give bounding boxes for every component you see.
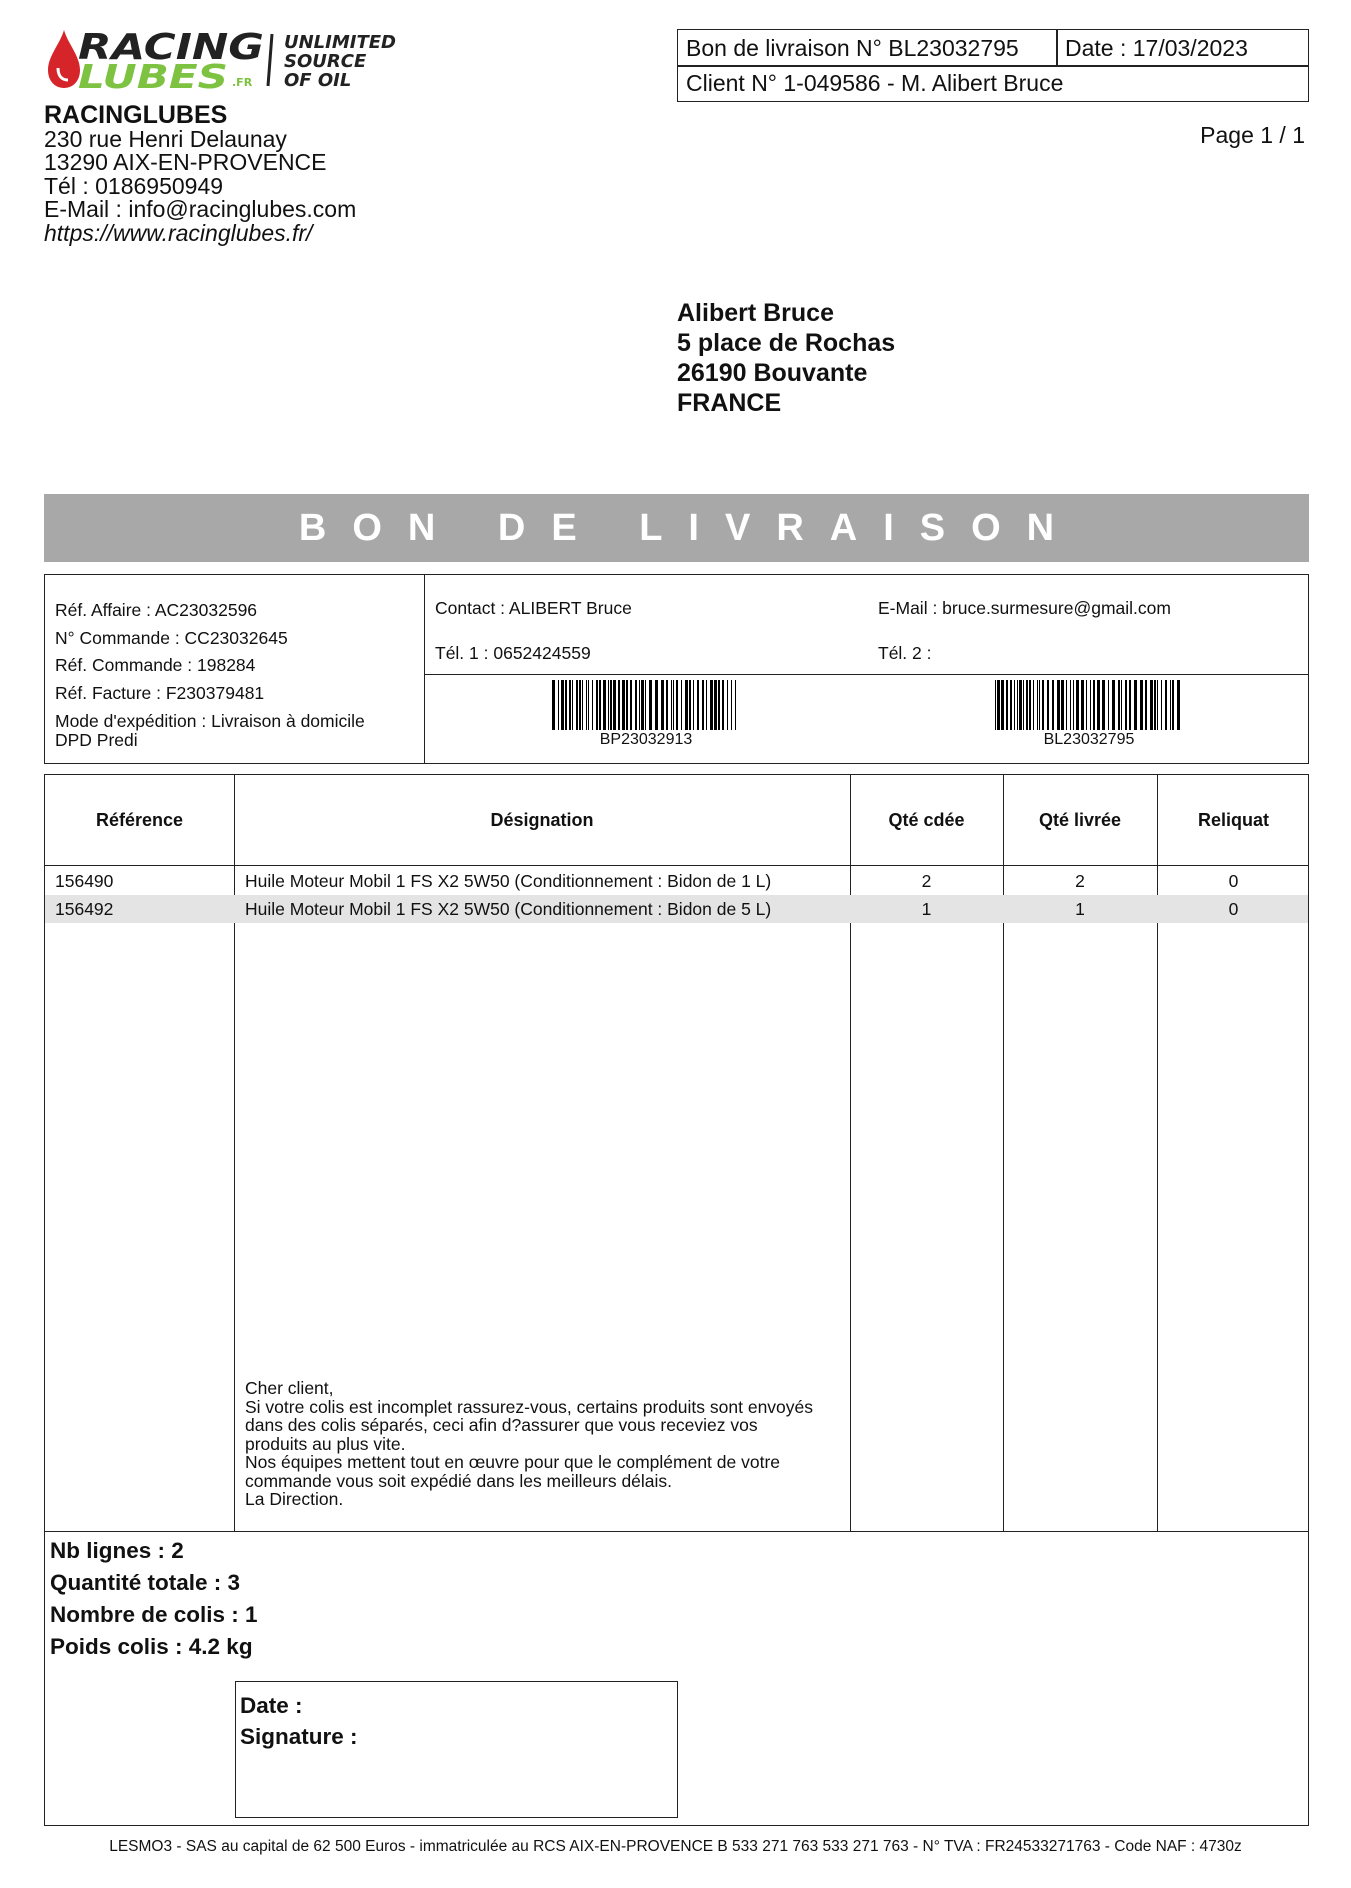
barcode-bar — [552, 680, 555, 730]
company-phone: Tél : 0186950949 — [44, 172, 224, 199]
barcode-bar — [1029, 680, 1031, 730]
contact-info — [425, 575, 1308, 763]
barcode-bar — [572, 680, 573, 730]
delivery-note-text: Bon de livraison N° BL23032795 — [686, 34, 1019, 61]
barcode-bar — [1086, 680, 1087, 730]
logo-racing: RACING — [78, 27, 264, 68]
barcode-bar — [1121, 680, 1122, 730]
barcode-bar — [671, 680, 672, 730]
ref-affaire: Réf. Affaire : AC23032596 — [55, 600, 258, 620]
barcode-bar — [1134, 680, 1137, 730]
note-line: Cher client, — [245, 1378, 334, 1398]
barcode-bar — [1026, 680, 1028, 730]
delivery-date-text: Date : 17/03/2023 — [1065, 34, 1248, 61]
recipient-street: 5 place de Rochas — [677, 329, 896, 357]
note-line: dans des colis séparés, ceci afin d?assurer que vous receviez vos — [245, 1415, 758, 1435]
barcode-bar — [1090, 680, 1091, 730]
shipping-mode-line2: DPD Predi — [55, 730, 138, 750]
barcode-bar — [1145, 680, 1147, 730]
recipient-city: 26190 Bouvante — [677, 359, 868, 387]
col-header-qty-ordered: Qté cdée — [888, 809, 965, 830]
col-header-remainder: Reliquat — [1197, 809, 1269, 830]
col-header-reference: Référence — [95, 809, 184, 830]
barcode-bar — [722, 680, 724, 730]
barcode-bar — [693, 680, 694, 730]
delivery-date — [1056, 29, 1309, 67]
barcode-bar — [1023, 680, 1024, 730]
barcode-bar — [676, 680, 678, 730]
barcode-bar — [630, 680, 632, 730]
barcode-bar — [1052, 680, 1054, 730]
barcode-bar — [1076, 680, 1079, 730]
barcode-bar — [1150, 680, 1153, 730]
note-line: Si votre colis est incomplet rassurez-vous, certains produits sont envoyés — [245, 1396, 814, 1417]
barcode-bar — [995, 680, 996, 730]
col-header-designation: Désignation — [490, 809, 594, 830]
barcode-bar — [608, 680, 609, 730]
barcode-bar — [1081, 680, 1084, 730]
barcode-bar — [610, 680, 612, 730]
client-number — [677, 65, 1309, 102]
cell-qty-delivered: 2 — [1075, 870, 1085, 891]
company-address — [44, 101, 357, 246]
barcode-bar — [681, 680, 682, 730]
barcode-bar — [1010, 680, 1012, 730]
cell-remainder: 0 — [1228, 870, 1239, 891]
barcode-bp-label: BP23032913 — [599, 731, 693, 748]
customer-note — [245, 1379, 865, 1509]
note-line: Nos équipes mettent tout en œuvre pour que le complément de votre — [245, 1452, 781, 1472]
barcode-bar — [582, 680, 583, 730]
barcode-bar — [1073, 680, 1074, 730]
barcode-bar — [710, 680, 713, 730]
ref-commande: Réf. Commande : 198284 — [55, 655, 256, 675]
barcode-bar — [1165, 680, 1167, 730]
barcode-bar — [596, 680, 598, 730]
racinglubes-logo — [44, 26, 464, 96]
barcode-bar — [1057, 680, 1060, 730]
contact-tel1: Tél. 1 : 0652424559 — [435, 643, 591, 663]
barcode-bar — [635, 680, 637, 730]
barcode-bar — [613, 680, 616, 730]
logo-suffix: .FR — [232, 76, 253, 89]
barcode-bar — [1102, 680, 1105, 730]
barcode-bar — [565, 680, 567, 730]
barcode-bar — [1061, 680, 1064, 730]
barcode-bar — [1112, 680, 1115, 730]
barcode-bar — [689, 680, 691, 730]
barcode-bar — [1033, 680, 1034, 730]
barcode-bar — [735, 680, 736, 730]
signature-label: Signature : — [240, 1724, 358, 1749]
barcode-bar — [586, 680, 587, 730]
cell-qty-ordered: 1 — [921, 898, 932, 919]
cell-designation: Huile Moteur Mobil 1 FS X2 5W50 (Conditionnement : Bidon de 5 L) — [245, 898, 772, 919]
company-website[interactable]: https://www.racinglubes.fr/ — [44, 219, 313, 246]
client-number-text: Client N° 1-049586 - M. Alibert Bruce — [686, 70, 1064, 96]
barcode-bar — [558, 680, 559, 730]
barcode-bar — [1042, 680, 1044, 730]
contact-tel2: Tél. 2 : — [878, 643, 932, 663]
barcode-bar — [1014, 680, 1015, 730]
items-table — [44, 774, 1309, 1532]
barcode-bar — [1161, 680, 1162, 730]
barcode-bar — [997, 680, 1000, 730]
barcode-bar — [661, 680, 664, 730]
cell-reference: 156492 — [55, 898, 114, 919]
cell-designation: Huile Moteur Mobil 1 FS X2 5W50 (Conditionnement : Bidon de 1 L) — [245, 870, 772, 891]
barcode-bar — [618, 680, 620, 730]
barcode-bar — [655, 680, 658, 730]
barcode-bar — [685, 680, 688, 730]
barcode-bl — [995, 680, 1181, 730]
barcode-bar — [702, 680, 704, 730]
total-lines: Nb lignes : 2 — [50, 1538, 184, 1563]
barcode-bar — [718, 680, 720, 730]
barcode-bar — [666, 680, 668, 730]
barcode-bar — [561, 680, 564, 730]
contact-email[interactable]: E-Mail : bruce.surmesure@gmail.com — [878, 598, 1171, 618]
barcode-bar — [714, 680, 717, 730]
company-name: RACINGLUBES — [44, 101, 228, 129]
barcode-bar — [1066, 680, 1067, 730]
barcode-bar — [603, 680, 606, 730]
document-title: BON DE LIVRAISON — [298, 506, 1081, 549]
barcode-bar — [1093, 680, 1095, 730]
num-commande: N° Commande : CC23032645 — [55, 627, 288, 648]
barcode-bar — [1170, 680, 1171, 730]
barcode-bar — [1001, 680, 1004, 730]
barcode-bar — [727, 680, 728, 730]
barcode-bar — [1125, 680, 1127, 730]
col-header-qty-delivered: Qté livrée — [1038, 809, 1122, 830]
barcode-bar — [731, 680, 732, 730]
barcode-bar — [649, 680, 652, 730]
barcode-bar — [1108, 680, 1109, 730]
barcode-bar — [588, 680, 589, 730]
barcode-bar — [592, 680, 593, 730]
company-email: E-Mail : info@racinglubes.com — [44, 196, 357, 222]
logo-lubes: LUBES — [78, 57, 228, 96]
logo-tagline-1: UNLIMITED — [284, 32, 396, 53]
barcode-bar — [639, 680, 640, 730]
barcode-bar — [622, 680, 625, 730]
barcode-bar — [1017, 680, 1018, 730]
shipping-mode-line1: Mode d'expédition : Livraison à domicile — [55, 711, 365, 731]
barcode-bar — [1129, 680, 1131, 730]
totals-section — [44, 1531, 1309, 1826]
barcode-bp — [552, 680, 739, 730]
order-info-box — [44, 574, 1309, 764]
barcode-bar — [1157, 680, 1158, 730]
shipping-mode — [55, 712, 424, 750]
barcode-bar — [1047, 680, 1049, 730]
barcode-bl-label: BL23032795 — [1043, 731, 1135, 748]
barcode-bar — [1039, 680, 1040, 730]
note-line: La Direction. — [245, 1489, 344, 1509]
total-quantity: Quantité totale : 3 — [50, 1570, 241, 1595]
legal-footer: LESMO3 - SAS au capital de 62 500 Euros - immatriculée au RCS AIX-EN-PROVENCE B 533 271 763 533 271 763 - N° TVA : FR24533271763 - Code NAF : 4730z — [109, 1838, 1242, 1855]
table-row — [45, 895, 1308, 923]
cell-reference: 156490 — [55, 870, 114, 891]
barcode-bar — [1172, 680, 1174, 730]
barcode-bar — [673, 680, 674, 730]
barcode-bar — [1070, 680, 1071, 730]
barcode-bar — [599, 680, 601, 730]
delivery-note-number — [677, 29, 1058, 67]
recipient-name: Alibert Bruce — [677, 299, 834, 327]
recipient-country: FRANCE — [677, 389, 782, 417]
logo-tagline-2: SOURCE — [284, 51, 367, 72]
company-city: 13290 AIX-EN-PROVENCE — [44, 149, 327, 175]
recipient-address — [677, 298, 895, 418]
barcode-bar — [626, 680, 628, 730]
barcode-bar — [706, 680, 707, 730]
barcode-bar — [641, 680, 644, 730]
barcode-bar — [1118, 680, 1120, 730]
barcode-bar — [1097, 680, 1100, 730]
note-line: produits au plus vite. — [245, 1433, 406, 1454]
company-street: 230 rue Henri Delaunay — [44, 125, 287, 152]
barcode-bar — [1154, 680, 1156, 730]
table-row — [45, 867, 1308, 895]
cell-qty-ordered: 2 — [921, 870, 932, 891]
barcode-bar — [1140, 680, 1143, 730]
total-weight: Poids colis : 4.2 kg — [50, 1634, 253, 1659]
cell-qty-delivered: 1 — [1075, 898, 1085, 919]
contact-name: Contact : ALIBERT Bruce — [435, 598, 632, 618]
barcode-bar — [1006, 680, 1008, 730]
barcode-bar — [579, 680, 581, 730]
barcode-bar — [1019, 680, 1022, 730]
page-number: Page 1 / 1 — [1200, 122, 1305, 148]
total-parcels: Nombre de colis : 1 — [50, 1602, 258, 1627]
barcode-bar — [1037, 680, 1038, 730]
ref-facture: Réf. Facture : F230379481 — [55, 682, 265, 703]
barcode-bar — [697, 680, 699, 730]
barcode-bar — [1177, 680, 1180, 730]
barcode-bar — [645, 680, 646, 730]
note-line: commande vous soit expédié dans les meilleurs délais. — [245, 1470, 673, 1491]
signature-date-label: Date : — [240, 1693, 303, 1718]
document-title-banner — [44, 494, 1309, 562]
barcode-bar — [576, 680, 578, 730]
order-references — [45, 575, 425, 763]
cell-remainder: 0 — [1228, 898, 1239, 919]
barcode-bar — [569, 680, 571, 730]
logo-tagline-3: OF OIL — [284, 70, 352, 91]
signature-box[interactable] — [235, 1681, 678, 1818]
